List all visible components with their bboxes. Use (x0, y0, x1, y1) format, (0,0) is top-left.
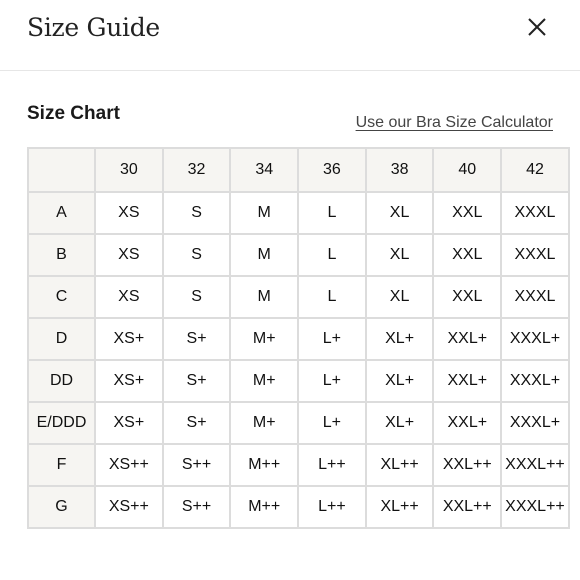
size-chart-table (27, 147, 570, 529)
size-cell: S (163, 276, 231, 318)
table-row (28, 318, 569, 360)
size-cell: XS++ (95, 486, 163, 528)
modal-title: Size Guide (27, 13, 160, 42)
size-cell: XXXL (501, 234, 569, 276)
close-icon (524, 14, 550, 40)
size-cell: XXL+ (433, 360, 501, 402)
size-cell: M+ (230, 402, 298, 444)
size-cell: XS+ (95, 402, 163, 444)
size-chart-table-container[interactable] (27, 147, 565, 547)
size-cell: S++ (163, 486, 231, 528)
size-cell: XS+ (95, 318, 163, 360)
cup-size-header: D (28, 318, 95, 360)
band-size-header: 34 (230, 148, 298, 192)
size-cell: XXXL (501, 276, 569, 318)
size-cell: L++ (298, 486, 366, 528)
band-size-header: 36 (298, 148, 366, 192)
table-row (28, 444, 569, 486)
size-cell: XS (95, 192, 163, 234)
size-cell: L++ (298, 444, 366, 486)
size-cell: XL++ (366, 444, 434, 486)
size-cell: XXXL (501, 192, 569, 234)
cup-size-header: G (28, 486, 95, 528)
size-chart-heading: Size Chart (27, 103, 120, 124)
table-row (28, 192, 569, 234)
band-size-header: 42 (501, 148, 569, 192)
cup-size-header: E/DDD (28, 402, 95, 444)
size-cell: XXXL+ (501, 318, 569, 360)
table-row (28, 234, 569, 276)
size-cell: XL (366, 276, 434, 318)
size-cell: M+ (230, 318, 298, 360)
size-cell: XXL (433, 234, 501, 276)
size-cell: XXXL+ (501, 360, 569, 402)
size-cell: XXL+ (433, 318, 501, 360)
size-cell: M (230, 192, 298, 234)
size-cell: XXXL++ (501, 486, 569, 528)
size-cell: XS (95, 276, 163, 318)
size-cell: XL (366, 234, 434, 276)
table-row (28, 402, 569, 444)
size-cell: M (230, 276, 298, 318)
size-cell: L+ (298, 360, 366, 402)
size-cell: XXL+ (433, 402, 501, 444)
table-row (28, 360, 569, 402)
size-cell: L+ (298, 402, 366, 444)
size-cell: M+ (230, 360, 298, 402)
size-cell: S+ (163, 360, 231, 402)
band-size-header: 32 (163, 148, 231, 192)
size-cell: XL+ (366, 318, 434, 360)
bra-size-calculator-link[interactable]: Use our Bra Size Calculator (355, 114, 553, 131)
size-cell: M++ (230, 444, 298, 486)
size-cell: M++ (230, 486, 298, 528)
size-cell: L (298, 192, 366, 234)
modal-header (0, 0, 580, 71)
size-cell: XL+ (366, 360, 434, 402)
size-cell: XXL++ (433, 444, 501, 486)
size-cell: XXXL+ (501, 402, 569, 444)
size-cell: XXXL++ (501, 444, 569, 486)
size-cell: L (298, 276, 366, 318)
size-cell: XL+ (366, 402, 434, 444)
cup-size-header: C (28, 276, 95, 318)
size-cell: S+ (163, 402, 231, 444)
size-cell: XL++ (366, 486, 434, 528)
size-cell: XS++ (95, 444, 163, 486)
size-cell: L+ (298, 318, 366, 360)
table-row (28, 486, 569, 528)
table-row (28, 276, 569, 318)
cup-size-header: A (28, 192, 95, 234)
cup-size-header: F (28, 444, 95, 486)
cup-size-header: DD (28, 360, 95, 402)
size-cell: S (163, 192, 231, 234)
size-cell: M (230, 234, 298, 276)
size-cell: L (298, 234, 366, 276)
band-size-header: 30 (95, 148, 163, 192)
band-size-header: 40 (433, 148, 501, 192)
size-cell: S (163, 234, 231, 276)
close-button[interactable] (524, 14, 550, 40)
cup-size-header: B (28, 234, 95, 276)
size-cell: XS+ (95, 360, 163, 402)
band-size-header: 38 (366, 148, 434, 192)
size-cell: XL (366, 192, 434, 234)
size-cell: XS (95, 234, 163, 276)
size-cell: S++ (163, 444, 231, 486)
size-cell: XXL++ (433, 486, 501, 528)
size-cell: S+ (163, 318, 231, 360)
size-cell: XXL (433, 192, 501, 234)
size-cell: XXL (433, 276, 501, 318)
corner-cell (28, 148, 95, 192)
band-size-header-row (28, 148, 569, 192)
